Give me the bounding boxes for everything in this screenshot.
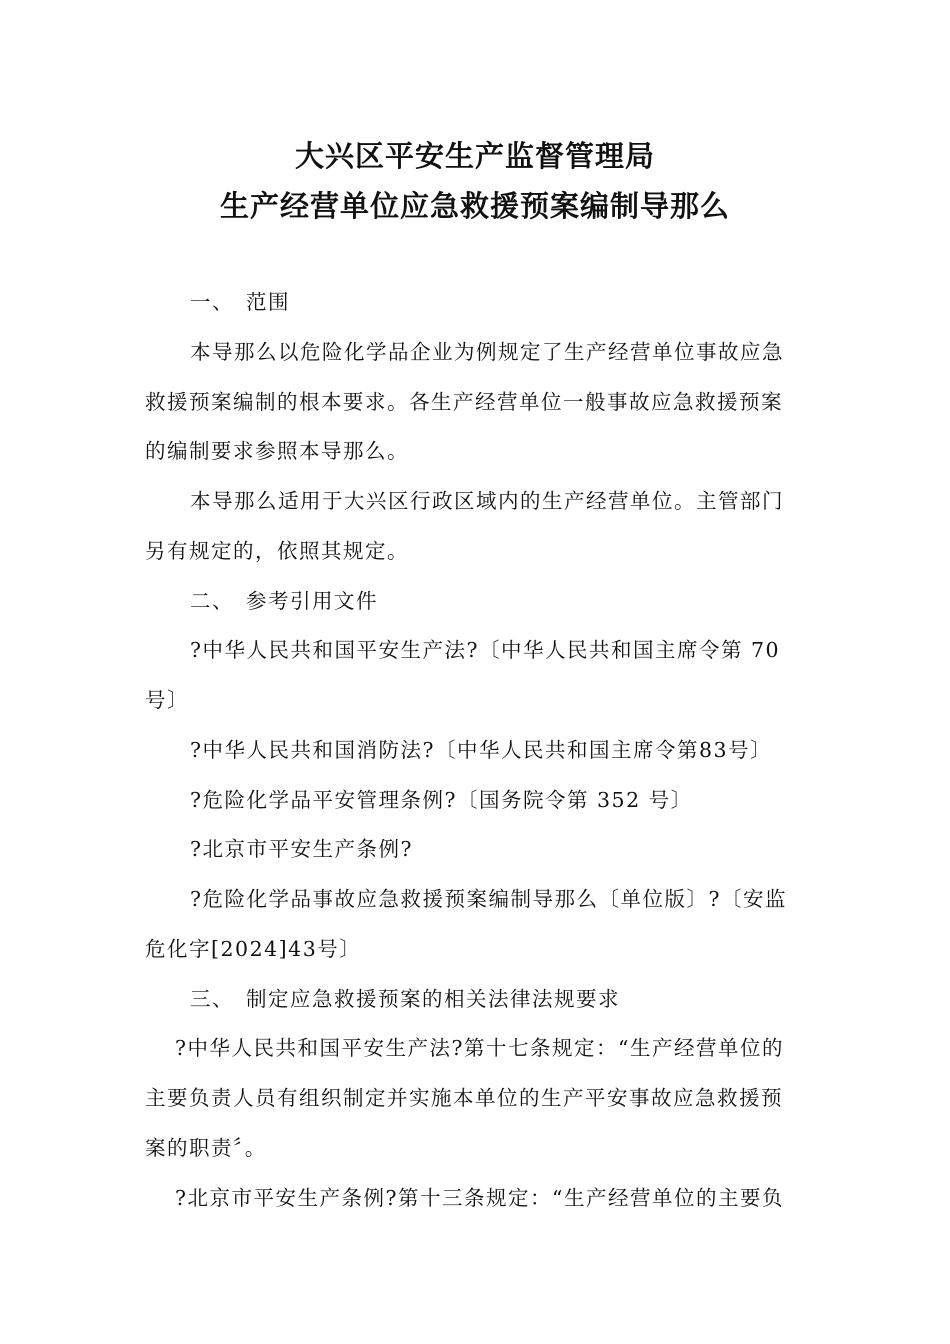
reference-line: ?中华人民共和国消防法?〔中华人民共和国主席令第83号〕 [190,738,773,762]
reference-line: ?北京市平安生产条例? [190,837,413,861]
reference-line: ?危险化学品事故应急救援预案编制导那么〔单位版〕?〔安监 [190,887,787,911]
paragraph-line: 本导那么适用于大兴区行政区域内的生产经营单位。主管部门 [190,489,784,513]
section-3-title: 制定应急救援预案的相关法律法规要求 [246,987,620,1011]
paragraph-line: 另有规定的，依照其规定。 [145,539,409,563]
paragraph-line: 救援预案编制的根本要求。各生产经营单位一般事故应急救援预案 [145,390,783,414]
section-1-number: 一、 [190,290,234,314]
document-title-line-2: 生产经营单位应急救援预案编制导那么 [219,189,730,223]
paragraph-line: ?北京市平安生产条例?第十三条规定：“生产经营单位的主要负 [175,1186,784,1210]
section-1-title: 范围 [246,290,290,314]
section-1-heading [190,288,290,316]
document-title-line-1: 大兴区平安生产监督管理局 [294,139,655,173]
section-2-title: 参考引用文件 [246,589,378,613]
section-2-heading [190,587,378,615]
reference-line: ?中华人民共和国平安生产法?〔中华人民共和国主席令第 70 [190,638,781,662]
reference-line: 危化字[2024]43号〕 [145,937,362,961]
reference-line: ?危险化学品平安管理条例?〔国务院令第 352 号〕 [190,788,693,812]
paragraph-line: ?中华人民共和国平安生产法?第十七条规定：“生产经营单位的 [175,1036,784,1060]
paragraph-line: 本导那么以危险化学品企业为例规定了生产经营单位事故应急 [190,340,784,364]
paragraph-line: 的编制要求参照本导那么。 [145,439,409,463]
section-3-number: 三、 [190,987,234,1011]
section-2-number: 二、 [190,589,234,613]
paragraph-line: 案的职责〞。 [145,1136,267,1160]
section-3-heading [190,985,620,1013]
paragraph-line: 主要负责人员有组织制定并实施本单位的生产平安事故应急救援预 [145,1086,783,1110]
reference-line: 号〕 [145,688,189,712]
